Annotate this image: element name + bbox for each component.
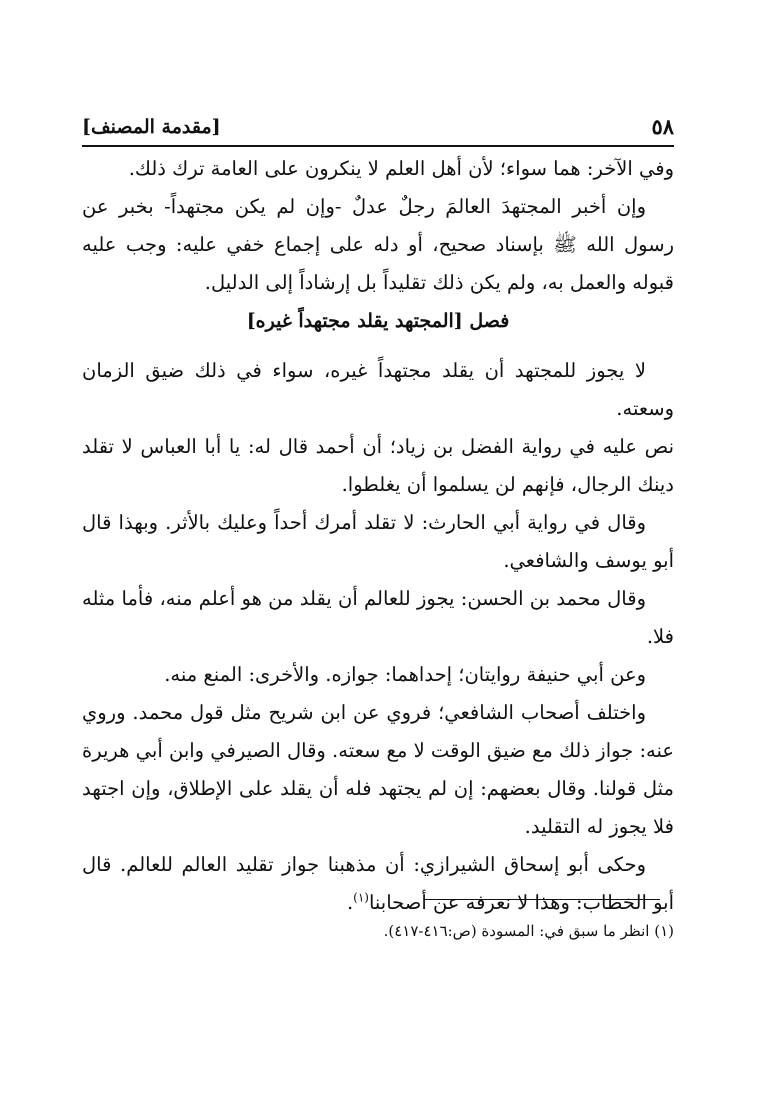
paragraph-9-text: وحكى أبو إسحاق الشيرازي: أن مذهبنا جواز تقليد العالم للعالم. قال أبو الخطاب: وهذا لا نعرفه عن أصحابنا xyxy=(82,853,674,914)
main-text xyxy=(82,150,674,922)
paragraph-8: واختلف أصحاب الشافعي؛ فروي عن ابن شريح مثل قول محمد. وروي عنه: جواز ذلك مع ضيق الوقت لا مع سعته. وقال الصيرفي وابن أبي هريرة مثل قولنا. وقال بعضهم: إن لم يجتهد فله أن يقلد على الإطلاق، وإن اجتهد فلا يجوز له التقليد. xyxy=(82,701,674,838)
footnote-reference[interactable]: (١) xyxy=(353,890,369,905)
running-section-title: [مقدمة المصنف] xyxy=(82,116,221,138)
paragraph-2: وإن أخبر المجتهدَ العالمَ رجلٌ عدلٌ -وإن لم يكن مجتهداً- بخبر عن رسول الله ﷺ بإسناد صحيح، أو دله على إجماع خفي عليه: وجب عليه قبوله والعمل به، ولم يكن ذلك تقليداً بل إرشاداً إلى الدليل. xyxy=(82,195,674,294)
paragraph-1: وفي الآخر: هما سواء؛ لأن أهل العلم لا ينكرون على العامة ترك ذلك. xyxy=(128,157,674,180)
paragraph-4: نص عليه في رواية الفضل بن زياد؛ أن أحمد قال له: يا أبا العباس لا تقلد دينك الرجال، فإنهم لن يسلموا أن يغلطوا. xyxy=(82,435,674,496)
footnote: (١) انظر ما سبق في: المسودة (ص:٤١٦-٤١٧). xyxy=(383,922,674,940)
paragraph-7: وعن أبي حنيفة روايتان؛ إحداهما: جوازه. والأخرى: المنع منه. xyxy=(164,663,646,686)
header-rule xyxy=(82,145,674,147)
paragraph-3: لا يجوز للمجتهد أن يقلد مجتهداً غيره، سواء في ذلك ضيق الزمان وسعته. xyxy=(82,359,674,420)
paragraph-6: وقال محمد بن الحسن: يجوز للعالم أن يقلد من هو أعلم منه، فأما مثله فلا. xyxy=(82,587,674,648)
footnote-rule xyxy=(424,899,660,900)
paragraph-9-end: . xyxy=(346,891,354,914)
paragraph-5: وقال في رواية أبي الحارث: لا تقلد أمرك أحداً وعليك بالأثر. وبهذا قال أبو يوسف والشافعي. xyxy=(82,511,674,572)
page-header xyxy=(82,112,674,142)
chapter-heading: فصل [المجتهد يقلد مجتهداً غيره] xyxy=(246,310,510,332)
paragraph-9 xyxy=(82,846,674,922)
page-number: ٥٨ xyxy=(651,114,674,139)
